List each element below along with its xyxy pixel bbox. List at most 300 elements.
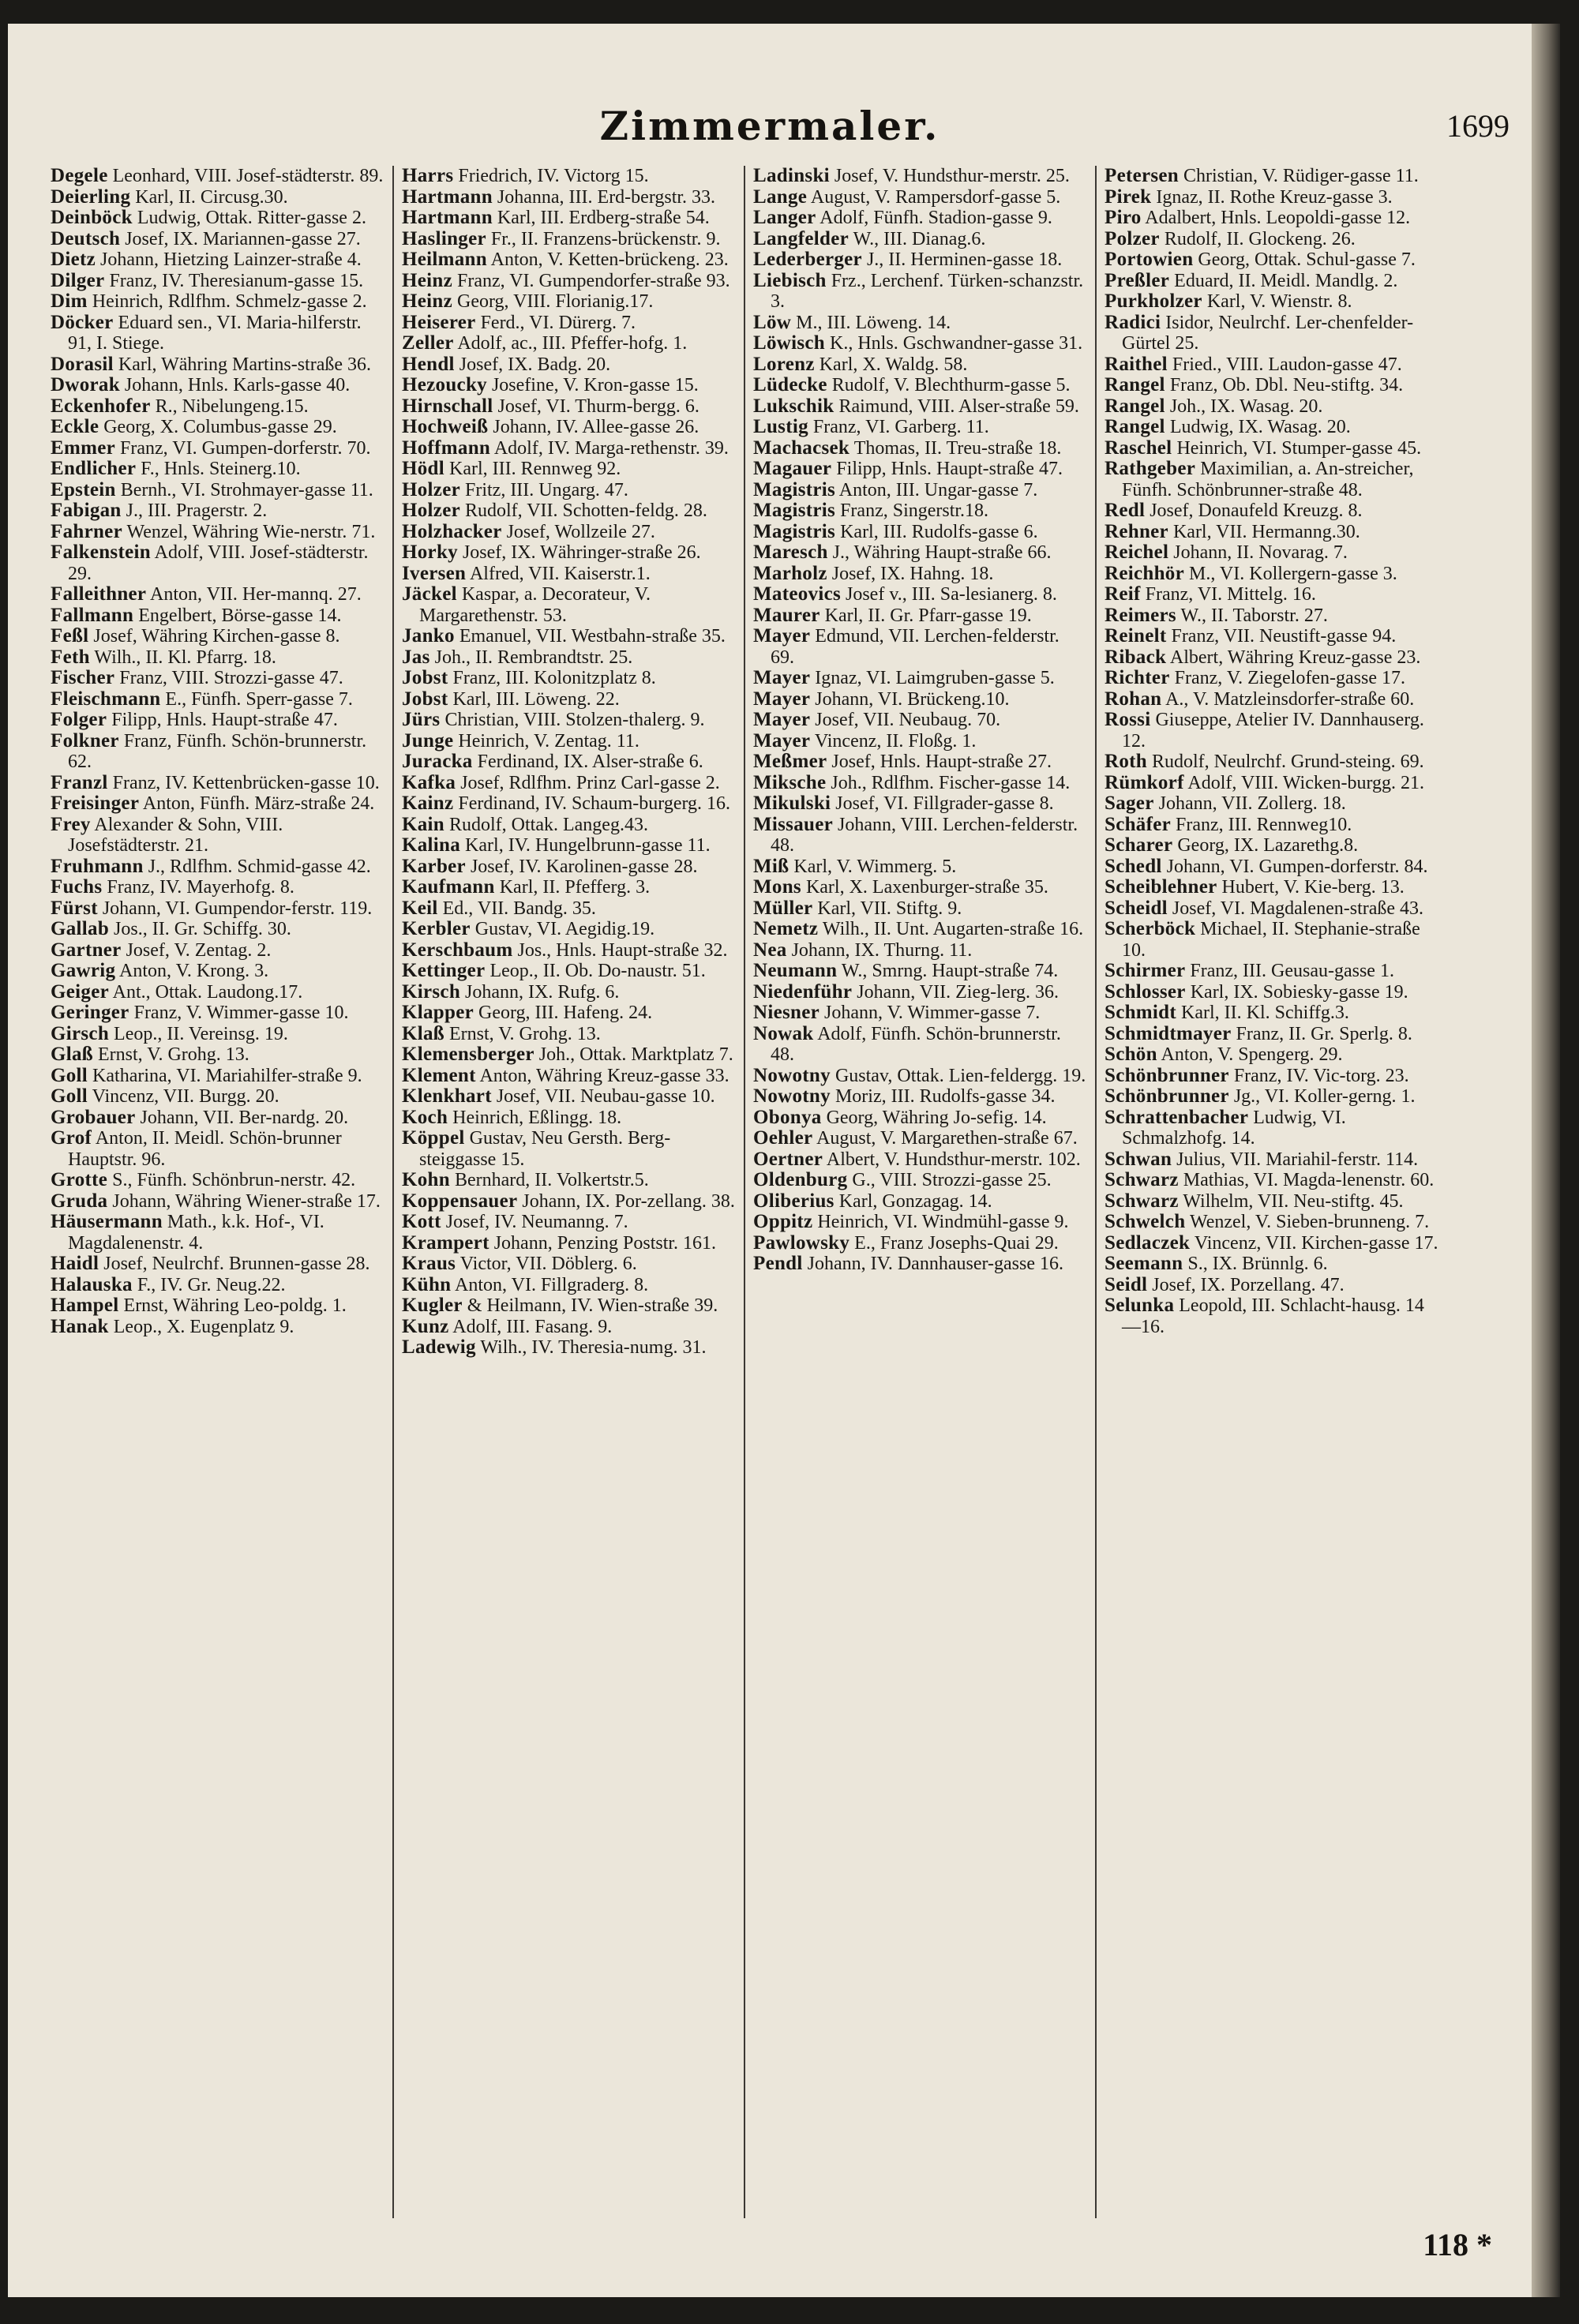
directory-entry	[402, 1337, 736, 1359]
entry-name: Schön	[1105, 1044, 1157, 1065]
entry-name: Girsch	[51, 1022, 110, 1044]
entry-details: Karl, III. Rudolfs-gasse 6.	[840, 521, 1038, 542]
entry-details: Albert, Währing Kreuz-gasse 23.	[1169, 647, 1421, 668]
entry-details: Ferdinand, IV. Schaum-burgerg. 16.	[458, 793, 731, 814]
directory-entry	[51, 271, 384, 292]
entry-name: Kohn	[402, 1169, 450, 1190]
entry-details: Giuseppe, Atelier IV. Dannhauserg. 12.	[1122, 710, 1424, 752]
entry-name: Deutsch	[51, 227, 121, 249]
entry-name: Grobauer	[51, 1106, 136, 1128]
directory-entry	[753, 1003, 1087, 1024]
directory-entry	[402, 1295, 736, 1317]
entry-name: Rehner	[1105, 520, 1168, 542]
entry-name: Fruhmann	[51, 855, 144, 877]
entry-details: Frz., Lerchenf. Türken-schanzstr. 3.	[771, 270, 1084, 312]
entry-name: Folkner	[51, 729, 119, 752]
entry-name: Richter	[1105, 667, 1170, 688]
entry-details: Leop., II. Ob. Do-naustr. 51.	[489, 961, 706, 981]
entry-name: Freisinger	[51, 793, 140, 814]
directory-entry	[753, 229, 1087, 250]
entry-details: Johann, VII. Ber-nardg. 20.	[140, 1107, 349, 1128]
entry-details: Karl, III. Erdberg-straße 54.	[497, 208, 710, 228]
entry-details: R., Nibelungeng.15.	[155, 395, 309, 417]
directory-entry	[1105, 919, 1440, 961]
entry-details: Josef, Hnls. Haupt-straße 27.	[831, 752, 1052, 772]
entry-details: A., V. Matzleinsdorfer-straße 60.	[1165, 688, 1415, 710]
directory-entry	[753, 500, 1087, 522]
entry-details: Karl, X. Laxenburger-straße 35.	[805, 877, 1048, 898]
entry-name: Fuchs	[51, 876, 103, 898]
entry-name: Köppel	[402, 1127, 465, 1149]
entry-name: Grof	[51, 1127, 92, 1149]
directory-entry	[1105, 208, 1440, 229]
entry-details: Christian, V. Rüdiger-gasse 11.	[1183, 166, 1419, 186]
entry-name: Kirsch	[402, 980, 461, 1003]
entry-name: Koppensauer	[402, 1190, 518, 1212]
directory-entry	[1105, 187, 1440, 208]
directory-entry	[51, 877, 384, 898]
entry-name: Lüdecke	[753, 374, 827, 395]
directory-entry	[51, 793, 384, 815]
entry-name: Oertner	[753, 1148, 823, 1170]
entry-details: S., IX. Brünnlg. 6.	[1187, 1254, 1328, 1274]
entry-name: Klemensberger	[402, 1044, 534, 1065]
directory-entry	[1105, 647, 1440, 669]
entry-name: Epstein	[51, 478, 116, 500]
entry-name: Emmer	[51, 437, 116, 459]
entry-details: Eduard sen., VI. Maria-hilferstr. 91, I. Stiege.	[68, 312, 362, 354]
entry-details: Michael, II. Stephanie-straße 10.	[1122, 919, 1420, 961]
entry-name: Pawlowsky	[753, 1231, 850, 1254]
directory-entry	[1105, 668, 1440, 689]
directory-entry	[402, 459, 736, 480]
entry-details: Bernh., VI. Strohmayer-gasse 11.	[120, 479, 373, 500]
entry-name: Ladewig	[402, 1336, 476, 1358]
directory-entry	[51, 1295, 384, 1317]
entry-details: Gustav, Neu Gersth. Berg-steiggasse 15.	[419, 1128, 671, 1170]
entry-name: Janko	[402, 625, 455, 647]
entry-details: Rudolf, II. Glockeng. 26.	[1164, 228, 1356, 249]
entry-name: Lange	[753, 186, 808, 208]
entry-details: Vincenz, VII. Kirchen-gasse 17.	[1194, 1232, 1438, 1254]
entry-name: Koch	[402, 1106, 448, 1128]
entry-details: Engelbert, Börse-gasse 14.	[138, 605, 342, 626]
entry-details: Georg, VIII. Florianig.17.	[457, 291, 654, 312]
directory-entry	[402, 793, 736, 815]
page-number: 1699	[1446, 108, 1510, 144]
entry-details: Moriz, III. Rudolfs-gasse 34.	[835, 1086, 1056, 1107]
entry-name: Geringer	[51, 1002, 129, 1023]
entry-name: Kugler	[402, 1295, 463, 1316]
entry-name: Miß	[753, 855, 790, 877]
entry-details: Franz, II. Gr. Sperlg. 8.	[1236, 1023, 1412, 1044]
directory-entry	[1105, 1254, 1440, 1275]
directory-entry	[51, 313, 384, 354]
directory-entry	[1105, 605, 1440, 627]
entry-name: Oliberius	[753, 1190, 835, 1212]
directory-entry	[753, 375, 1087, 396]
directory-entry	[51, 1212, 384, 1254]
entry-name: Schwan	[1105, 1148, 1172, 1170]
entry-name: Schwarz	[1105, 1190, 1179, 1212]
directory-entry	[753, 773, 1087, 794]
entry-details: Josef, V. Hundsthur-merstr. 25.	[834, 166, 1070, 186]
column-1	[43, 166, 394, 2218]
entry-name: Nowotny	[753, 1064, 831, 1086]
entry-name: Jäckel	[402, 583, 457, 605]
entry-details: Fritz, III. Ungarg. 47.	[464, 479, 628, 500]
entry-name: Gartner	[51, 939, 122, 961]
directory-entry	[402, 166, 736, 187]
directory-entry	[51, 584, 384, 605]
entry-details: Josef, Rdlfhm. Prinz Carl-gasse 2.	[460, 772, 720, 793]
entry-name: Petersen	[1105, 165, 1180, 186]
directory-entry	[51, 354, 384, 376]
directory-entry	[402, 208, 736, 229]
entry-details: E., Fünfh. Sperr-gasse 7.	[165, 688, 353, 710]
entry-details: Karl, V. Wienstr. 8.	[1206, 291, 1352, 312]
directory-entry	[402, 542, 736, 564]
directory-entry	[51, 982, 384, 1003]
entry-name: Keil	[402, 897, 438, 919]
entry-details: W., III. Dianag.6.	[853, 228, 986, 249]
entry-details: Fried., VIII. Laudon-gasse 47.	[1172, 354, 1402, 375]
entry-name: Heinz	[402, 269, 452, 291]
entry-name: Mayer	[753, 688, 811, 710]
directory-entry	[753, 584, 1087, 605]
entry-details: Adolf, VIII. Josef-städterstr. 29.	[68, 542, 369, 584]
entry-details: Anton, Währing Kreuz-gasse 33.	[479, 1065, 729, 1086]
entry-name: Löw	[753, 311, 792, 333]
entry-details: Josef, IX. Hahng. 18.	[831, 563, 994, 584]
entry-name: Schönbrunner	[1105, 1085, 1229, 1107]
entry-details: Karl, Währing Martins-straße 36.	[118, 354, 372, 375]
entry-name: Kerschbaum	[402, 939, 513, 961]
entry-name: Maurer	[753, 604, 820, 626]
directory-entry	[1105, 689, 1440, 710]
directory-entry	[1105, 961, 1440, 982]
entry-details: Gustav, VI. Aegidig.19.	[474, 919, 655, 939]
entry-details: Rudolf, Ottak. Langeg.43.	[449, 814, 648, 835]
directory-entry	[51, 229, 384, 250]
entry-details: Raimund, VIII. Alser-straße 59.	[838, 395, 1079, 417]
entry-name: Raschel	[1105, 437, 1172, 459]
entry-name: Dim	[51, 290, 88, 312]
entry-name: Jobst	[402, 688, 448, 710]
entry-name: Falkenstein	[51, 542, 151, 563]
entry-details: Maximilian, a. An-streicher, Fünfh. Schönbrunner-straße 48.	[1122, 459, 1414, 500]
directory-entry	[753, 208, 1087, 229]
entry-name: Zeller	[402, 332, 454, 354]
entry-name: Klaß	[402, 1022, 444, 1044]
directory-entry	[402, 647, 736, 669]
directory-entry	[1105, 542, 1440, 564]
entry-name: Müller	[753, 897, 813, 919]
entry-details: Josef, IV. Neumanng. 7.	[445, 1212, 628, 1232]
entry-details: Josef, VII. Neubaug. 70.	[815, 710, 1001, 730]
entry-details: Josef, VII. Neubau-gasse 10.	[496, 1086, 715, 1107]
entry-details: Leonhard, VIII. Josef-städterstr. 89.	[112, 166, 384, 186]
directory-entry	[1105, 375, 1440, 396]
entry-details: Heinrich, VI. Windmühl-gasse 9.	[817, 1212, 1069, 1232]
directory-entry	[402, 522, 736, 543]
entry-name: Haidl	[51, 1253, 99, 1274]
directory-entry	[402, 710, 736, 731]
entry-details: Adolf, VIII. Wicken-burgg. 21.	[1187, 772, 1425, 793]
entry-name: Scheidl	[1105, 897, 1168, 919]
entry-details: Adolf, ac., III. Pfeffer-hofg. 1.	[457, 333, 688, 354]
directory-entry	[402, 1212, 736, 1233]
directory-entry	[1105, 1212, 1440, 1233]
entry-name: Niesner	[753, 1002, 820, 1023]
column-3	[745, 166, 1097, 2218]
entry-details: Rudolf, V. Blechthurm-gasse 5.	[831, 375, 1071, 395]
directory-entry	[402, 480, 736, 501]
entry-details: Adolf, Fünfh. Stadion-gasse 9.	[820, 208, 1052, 228]
directory-entry	[753, 898, 1087, 920]
entry-name: Rossi	[1105, 709, 1151, 730]
entry-name: Heiserer	[402, 311, 476, 333]
entry-details: & Heilmann, IV. Wien-straße 39.	[467, 1295, 718, 1316]
entry-details: Ferd., VI. Dürerg. 7.	[480, 312, 636, 333]
entry-details: Ignaz, VI. Laimgruben-gasse 5.	[815, 668, 1055, 688]
entry-name: Hartmann	[402, 207, 493, 228]
directory-entry	[1105, 898, 1440, 920]
entry-details: Anton, V. Spengerg. 29.	[1161, 1044, 1343, 1065]
entry-name: Rohan	[1105, 688, 1162, 710]
entry-details: Joh., Ottak. Marktplatz 7.	[538, 1044, 733, 1065]
entry-name: Feth	[51, 646, 90, 668]
entry-name: Reichhör	[1105, 562, 1184, 584]
entry-name: Niedenführ	[753, 980, 853, 1003]
entry-name: Oppitz	[753, 1211, 813, 1232]
directory-entry	[402, 815, 736, 836]
entry-name: Klement	[402, 1064, 476, 1086]
entry-details: Josef v., III. Sa-lesianerg. 8.	[846, 584, 1057, 605]
entry-details: Karl, II. Pfefferg. 3.	[499, 877, 651, 898]
directory-entry	[402, 752, 736, 773]
directory-entry	[402, 1254, 736, 1275]
entry-name: Kafka	[402, 771, 456, 793]
directory-entry	[1105, 982, 1440, 1003]
entry-name: Neumann	[753, 960, 838, 981]
entry-name: Kettinger	[402, 960, 486, 981]
entry-details: Joh., Rdlfhm. Fischer-gasse 14.	[831, 772, 1071, 793]
entry-name: Eckle	[51, 416, 99, 437]
entry-name: Hartmann	[402, 186, 493, 208]
directory-entry	[402, 1128, 736, 1170]
directory-entry	[402, 271, 736, 292]
directory-entry	[51, 773, 384, 794]
entry-details: G., VIII. Strozzi-gasse 25.	[852, 1170, 1052, 1190]
entry-name: Kunz	[402, 1315, 449, 1337]
directory-page	[8, 24, 1532, 2297]
directory-entry	[753, 564, 1087, 585]
entry-details: Josefine, V. Kron-gasse 15.	[491, 375, 699, 395]
entry-details: Jos., Hnls. Haupt-straße 32.	[517, 939, 728, 961]
entry-details: Christian, VIII. Stolzen-thalerg. 9.	[444, 710, 705, 730]
entry-details: Josef, Neulrchf. Brunnen-gasse 28.	[103, 1254, 370, 1274]
entry-details: M., VI. Kollergern-gasse 3.	[1189, 563, 1397, 584]
entry-details: Julius, VII. Mariahil-ferstr. 114.	[1176, 1149, 1419, 1170]
entry-details: W., II. Taborstr. 27.	[1180, 605, 1328, 626]
entry-name: Hoffmann	[402, 437, 491, 459]
entry-details: Josef, Wollzeile 27.	[506, 521, 655, 542]
entry-details: Vincenz, II. Floßg. 1.	[814, 730, 977, 752]
entry-name: Machacsek	[753, 437, 850, 459]
entry-name: Häusermann	[51, 1211, 163, 1232]
entry-details: Friedrich, IV. Victorg 15.	[458, 166, 649, 186]
directory-entry	[51, 1086, 384, 1108]
directory-entry	[1105, 1024, 1440, 1045]
entry-name: Maresch	[753, 542, 828, 563]
entry-details: K., Hnls. Gschwandner-gasse 31.	[830, 333, 1083, 354]
entry-name: Heinz	[402, 290, 452, 312]
entry-details: Alexander & Sohn, VIII. Josefstädterstr. 21.	[68, 814, 283, 856]
entry-details: Emanuel, VII. Westbahn-straße 35.	[459, 626, 726, 647]
entry-name: Nowotny	[753, 1085, 831, 1107]
directory-entry	[1105, 1233, 1440, 1254]
entry-details: Fr., II. Franzens-brückenstr. 9.	[490, 228, 721, 249]
directory-entry	[1105, 166, 1440, 187]
entry-name: Franzl	[51, 771, 108, 793]
entry-name: Nowak	[753, 1022, 814, 1044]
directory-entry	[51, 1317, 384, 1338]
entry-details: Johann, IV. Allee-gasse 26.	[493, 417, 699, 437]
entry-details: J., II. Herminen-gasse 18.	[866, 249, 1063, 270]
directory-entry	[51, 480, 384, 501]
entry-details: Wenzel, V. Sieben-brunneng. 7.	[1189, 1212, 1430, 1232]
directory-entry	[753, 710, 1087, 731]
entry-details: Johann, IX. Thurng. 11.	[791, 939, 973, 961]
entry-name: Roth	[1105, 751, 1147, 772]
directory-entry	[753, 396, 1087, 418]
entry-details: Johann, VII. Zieg-lerg. 36.	[857, 981, 1059, 1003]
entry-details: Franz, VIII. Strozzi-gasse 47.	[119, 668, 343, 688]
entry-details: Anton, V. Ketten-brückeng. 23.	[490, 249, 729, 270]
directory-entry	[51, 500, 384, 522]
page-edge-shadow	[1532, 24, 1560, 2297]
directory-entry	[753, 1066, 1087, 1087]
entry-name: Kalina	[402, 834, 461, 856]
entry-name: Krampert	[402, 1231, 489, 1254]
directory-entry	[51, 1108, 384, 1129]
entry-details: Franz, VI. Gumpendorfer-straße 93.	[457, 270, 730, 291]
directory-entry	[753, 313, 1087, 334]
entry-name: Seemann	[1105, 1253, 1183, 1274]
entry-name: Nemetz	[753, 918, 819, 939]
entry-name: Magistris	[753, 520, 836, 542]
entry-name: Gallab	[51, 918, 110, 939]
entry-details: Josef, VI. Magdalenen-straße 43.	[1172, 898, 1424, 919]
entry-details: Franz, Ob. Dbl. Neu-stiftg. 34.	[1169, 375, 1404, 395]
entry-details: Johann, IX. Por-zellang. 38.	[522, 1190, 735, 1212]
entry-name: Grotte	[51, 1169, 108, 1190]
entry-name: Schirmer	[1105, 960, 1186, 981]
directory-entry	[51, 940, 384, 961]
directory-entry	[1105, 1170, 1440, 1191]
directory-entry	[1105, 1295, 1440, 1337]
entry-details: Katharina, VI. Mariahilfer-straße 9.	[92, 1065, 362, 1086]
entry-details: Karl, III. Rennweg 92.	[449, 459, 621, 479]
entry-details: Josef, IX. Porzellang. 47.	[1152, 1274, 1345, 1295]
directory-entry	[51, 815, 384, 857]
entry-details: Georg, III. Hafeng. 24.	[478, 1003, 653, 1023]
entry-details: Franz, III. Geusau-gasse 1.	[1190, 961, 1394, 981]
entry-name: Missauer	[753, 813, 833, 835]
entry-name: Lederberger	[753, 249, 862, 270]
entry-name: Löwisch	[753, 332, 826, 354]
entry-details: Georg, X. Columbus-gasse 29.	[103, 417, 337, 437]
entry-name: Schedl	[1105, 855, 1162, 877]
directory-entry	[402, 500, 736, 522]
directory-entry	[402, 1275, 736, 1296]
directory-entry	[753, 857, 1087, 878]
entry-name: Pirek	[1105, 186, 1152, 208]
entry-name: Kott	[402, 1211, 441, 1232]
directory-entry	[51, 919, 384, 940]
entry-details: Josef, V. Zentag. 2.	[126, 939, 272, 961]
directory-entry	[1105, 710, 1440, 752]
entry-details: Franz, Fünfh. Schön-brunnerstr. 62.	[68, 730, 367, 772]
directory-entry	[402, 1044, 736, 1066]
entry-name: Feßl	[51, 625, 89, 647]
directory-entry	[51, 522, 384, 543]
entry-details: Isidor, Neulrchf. Ler-chenfelder-Gürtel 25.	[1122, 312, 1414, 354]
directory-entry	[402, 187, 736, 208]
entry-details: Johann, V. Wimmer-gasse 7.	[824, 1003, 1041, 1023]
entry-details: Josef, Donaufeld Kreuzg. 8.	[1150, 500, 1363, 521]
directory-entry	[51, 396, 384, 418]
entry-details: Franz, V. Ziegelofen-gasse 17.	[1174, 668, 1405, 688]
entry-details: Johann, VII. Zollerg. 18.	[1158, 793, 1346, 814]
entry-details: Karl, III. Löweng. 22.	[452, 688, 620, 710]
entry-name: Redl	[1105, 500, 1146, 521]
directory-entry	[1105, 584, 1440, 605]
entry-details: Karl, VII. Stiftg. 9.	[817, 898, 962, 919]
directory-entry	[1105, 271, 1440, 292]
entry-name: Reinelt	[1105, 625, 1167, 647]
entry-details: Jg., VI. Koller-gerng. 1.	[1233, 1086, 1416, 1107]
directory-entry	[1105, 229, 1440, 250]
entry-details: August, V. Margarethen-straße 67.	[816, 1128, 1078, 1149]
entry-name: Fleischmann	[51, 688, 161, 710]
entry-name: Goll	[51, 1085, 88, 1107]
entry-details: M., III. Löweng. 14.	[796, 312, 951, 333]
entry-details: Edmund, VII. Lerchen-felderstr. 69.	[771, 626, 1060, 668]
entry-name: Dorasil	[51, 353, 114, 375]
directory-entry	[1105, 835, 1440, 857]
entry-name: Rümkorf	[1105, 771, 1184, 793]
entry-name: Selunka	[1105, 1295, 1175, 1316]
entry-details: F., Hnls. Steinerg.10.	[141, 459, 301, 479]
directory-entry	[51, 1044, 384, 1066]
entry-name: Goll	[51, 1064, 88, 1086]
entry-details: Karl, II. Circusg.30.	[135, 186, 288, 208]
directory-entry	[51, 208, 384, 229]
entry-name: Döcker	[51, 311, 114, 333]
directory-entry	[51, 291, 384, 313]
entry-details: Ernst, Währing Leo-poldg. 1.	[123, 1295, 347, 1316]
directory-entry	[753, 480, 1087, 501]
entry-details: Johann, VI. Gumpen-dorferstr. 84.	[1166, 856, 1428, 877]
directory-entry	[753, 752, 1087, 773]
directory-entry	[1105, 291, 1440, 313]
entry-details: Ernst, V. Grohg. 13.	[449, 1023, 601, 1044]
entry-name: Mateovics	[753, 583, 841, 605]
entry-details: Karl, II. Kl. Schiffg.3.	[1181, 1003, 1349, 1023]
entry-name: Halauska	[51, 1273, 133, 1295]
